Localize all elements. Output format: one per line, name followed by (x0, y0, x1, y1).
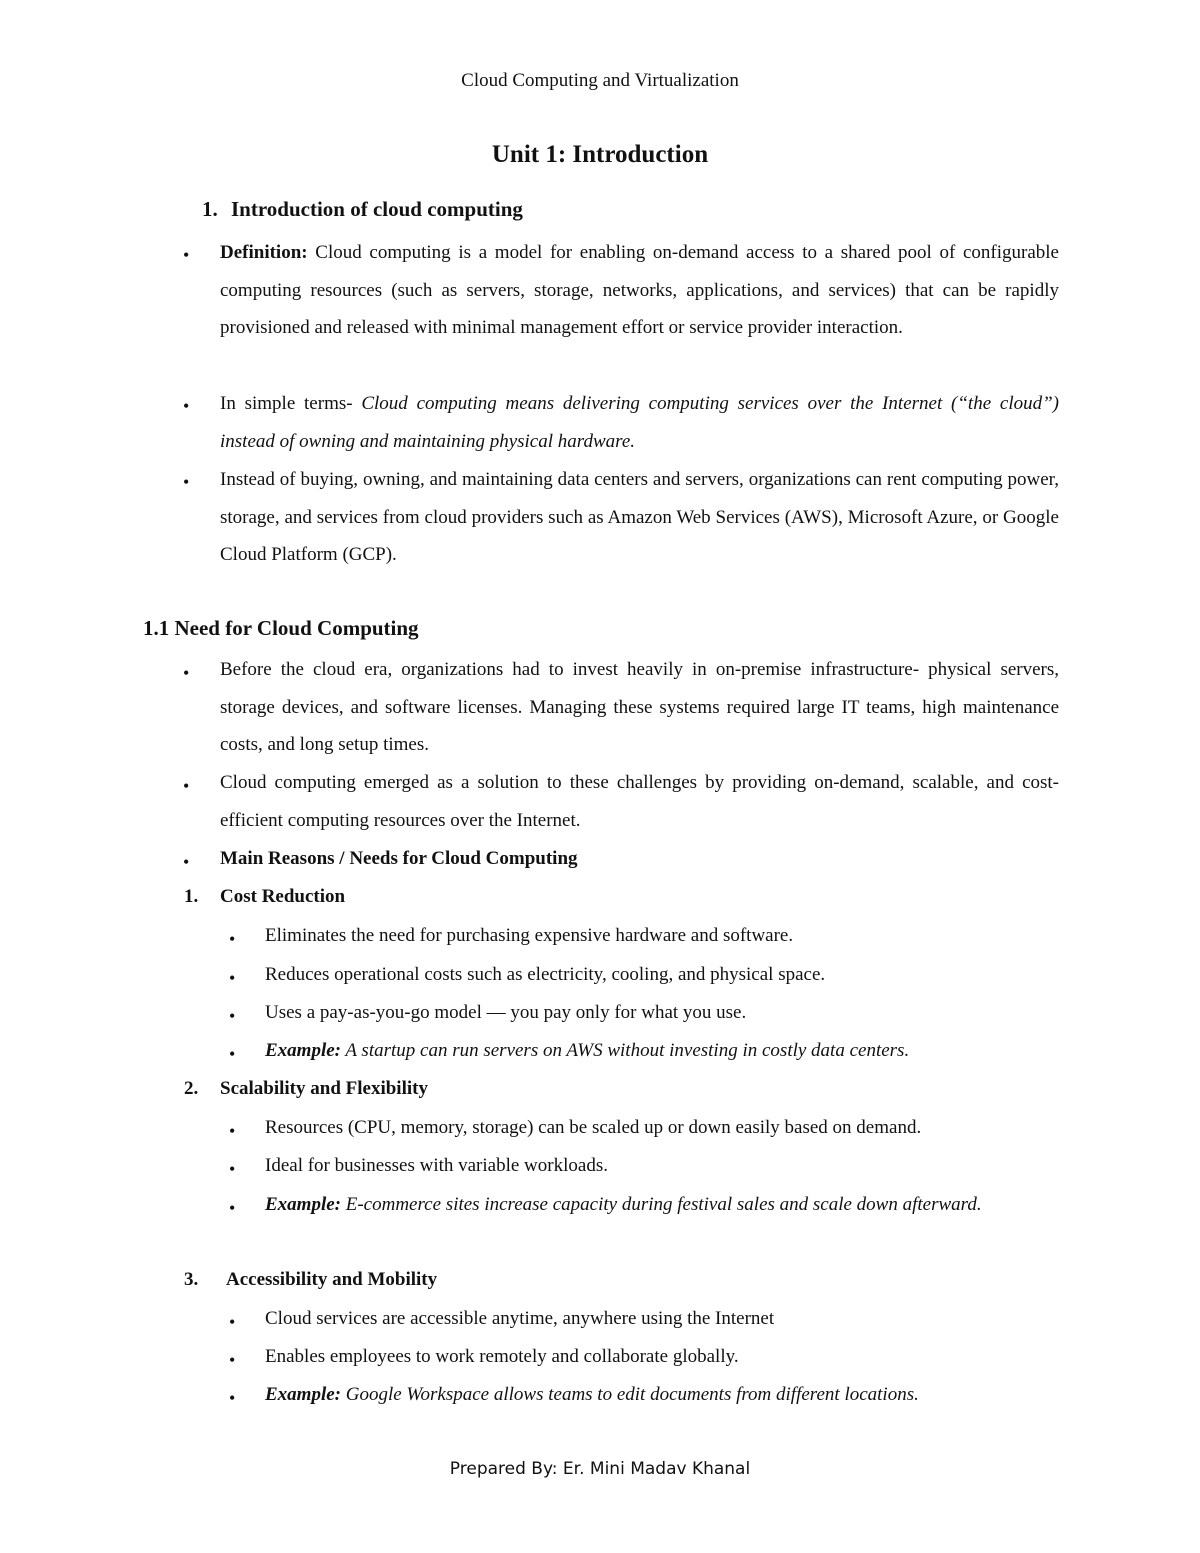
reason-title-accessibility: Accessibility and Mobility (226, 1269, 438, 1290)
list-item: Eliminates the need for purchasing expensive hardware and software. (265, 925, 794, 946)
bullet-icon: • (229, 1159, 236, 1179)
page-header: Cloud Computing and Virtualization (461, 70, 739, 91)
need-paragraph-2: Cloud computing emerged as a solution to these challenges by providing on-demand, scalable, and cost-efficient computing resources over the Internet. (220, 772, 1059, 831)
bullet-icon: • (229, 968, 236, 988)
bullet-icon: • (229, 1350, 236, 1370)
list-item: Resources (CPU, memory, storage) can be scaled up or down easily based on demand. (265, 1117, 922, 1138)
reason-number: 2. (184, 1078, 199, 1099)
reason-title-cost: Cost Reduction (220, 886, 346, 907)
simple-terms-italic: Cloud computing means delivering computing services over the Internet (“the cloud”) instead of owning and maintaining physical hardware. (220, 393, 1060, 452)
definition-paragraph (220, 234, 1059, 347)
simple-terms-prefix: In simple terms- (220, 393, 362, 414)
list-item: Uses a pay-as-you-go model — you pay only for what you use. (265, 1002, 747, 1023)
need-paragraph-1: Before the cloud era, organizations had to invest heavily in on-premise infrastructure- physical servers, storage devices, and software licenses. Managing these systems required large IT teams, high maintenance costs, and long setup times. (220, 659, 1059, 756)
page-footer: Prepared By: Er. Mini Madav Khanal (449, 1459, 751, 1479)
example-text: Google Workspace allows teams to edit documents from different locations. (341, 1384, 919, 1405)
section-number: 1. (202, 197, 218, 221)
unit-title: Unit 1: Introduction (491, 141, 709, 168)
bullet-icon: • (183, 776, 190, 796)
bullet-icon: • (229, 1044, 236, 1064)
example-text: E-commerce sites increase capacity during festival sales and scale down afterward. (341, 1194, 982, 1215)
reason-title-scalability: Scalability and Flexibility (220, 1078, 428, 1099)
example-label: Example: (265, 1194, 341, 1215)
bullet-icon: • (229, 1006, 236, 1026)
bullet-icon: • (229, 929, 236, 949)
example-label: Example: (265, 1384, 341, 1405)
instead-paragraph: Instead of buying, owning, and maintaining data centers and servers, organizations can rent computing power, storage, and services from cloud providers such as Amazon Web Services (AWS), Microsoft Azure, or Google Cloud Platform (GCP). (220, 469, 1059, 566)
section-title: Introduction of cloud computing (231, 197, 523, 221)
bullet-icon: • (229, 1121, 236, 1141)
simple-terms-paragraph (220, 385, 1059, 460)
example-text: A startup can run servers on AWS without investing in costly data centers. (341, 1040, 910, 1061)
bullet-icon: • (229, 1312, 236, 1332)
reasons-heading: Main Reasons / Needs for Cloud Computing (220, 848, 578, 869)
definition-label: Definition: (220, 242, 308, 263)
example-scalability (265, 1186, 1059, 1224)
section-heading-intro (202, 197, 523, 222)
example-label: Example: (265, 1040, 341, 1061)
list-item: Enables employees to work remotely and collaborate globally. (265, 1346, 739, 1367)
section-heading-need: 1.1 Need for Cloud Computing (143, 616, 419, 640)
bullet-icon: • (183, 663, 190, 683)
bullet-icon: • (229, 1388, 236, 1408)
reason-number: 1. (184, 886, 199, 907)
bullet-icon: • (183, 396, 190, 416)
bullet-icon: • (183, 852, 190, 872)
bullet-icon: • (183, 472, 190, 492)
definition-text: Cloud computing is a model for enabling on-demand access to a shared pool of configurable computing resources (such as servers, storage, networks, applications, and services) that can be rapidly provisioned and released with minimal management effort or service provider interaction. (220, 242, 1059, 339)
bullet-icon: • (183, 245, 190, 265)
reason-number: 3. (184, 1269, 199, 1290)
list-item: Ideal for businesses with variable workloads. (265, 1155, 608, 1176)
bullet-icon: • (229, 1198, 236, 1218)
list-item: Cloud services are accessible anytime, anywhere using the Internet (265, 1308, 775, 1329)
list-item: Reduces operational costs such as electricity, cooling, and physical space. (265, 964, 826, 985)
example-accessibility (265, 1376, 1059, 1414)
example-cost (265, 1032, 1059, 1070)
